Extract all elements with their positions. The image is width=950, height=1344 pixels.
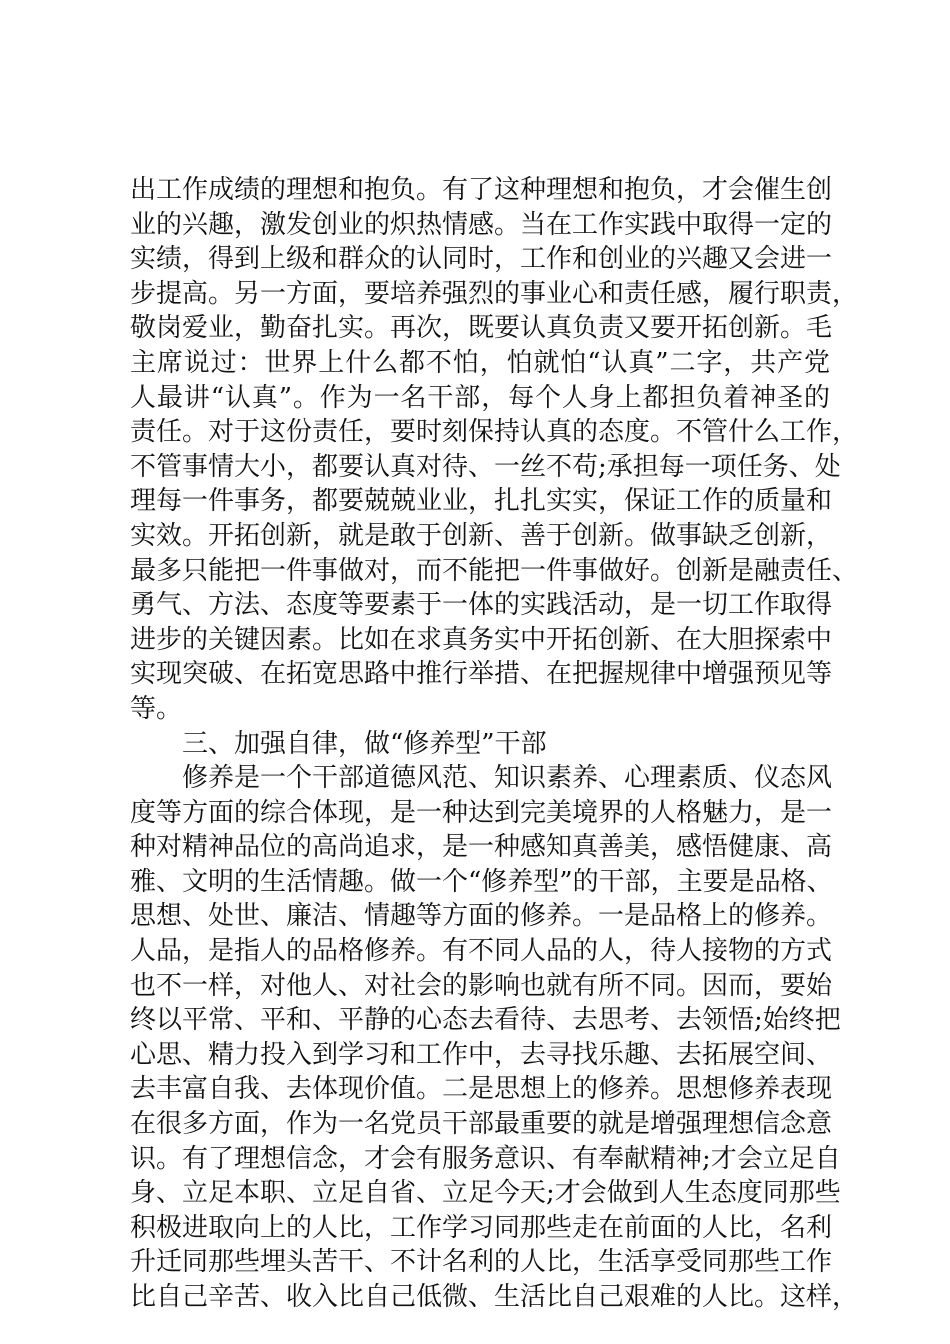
text-line: 实效。开拓创新，就是敢于创新、善于创新。做事缺乏创新， xyxy=(130,520,833,551)
body-text xyxy=(130,173,859,1315)
text-line: 升迁同那些埋头苦干、不计名利的人比，生活享受同那些工作 xyxy=(130,1247,833,1278)
text-line: 度等方面的综合体现，是一种达到完美境界的人格魅力，是一 xyxy=(130,797,833,828)
section-heading: 三、加强自律，做“修养型”干部 xyxy=(182,728,547,759)
text-line: 也不一样，对他人、对社会的影响也就有所不同。因而，要始 xyxy=(130,970,833,1001)
text-line: 修养是一个干部道德风范、知识素养、心理素质、仪态风 xyxy=(182,763,833,794)
text-line: 敬岗爱业，勤奋扎实。再次，既要认真负责又要开拓创新。毛 xyxy=(130,313,833,344)
text-line: 心思、精力投入到学习和工作中，去寻找乐趣、去拓展空间、 xyxy=(130,1039,833,1070)
text-line: 等。 xyxy=(130,693,183,724)
text-line: 种对精神品位的高尚追求，是一种感知真善美，感悟健康、高 xyxy=(130,832,833,863)
text-line: 步提高。另一方面，要培养强烈的事业心和责任感，履行职责， xyxy=(130,278,859,309)
text-line: 去丰富自我、去体现价值。二是思想上的修养。思想修养表现 xyxy=(130,1074,833,1105)
text-line: 在很多方面，作为一名党员干部最重要的就是增强理想信念意 xyxy=(130,1109,833,1140)
text-line: 责任。对于这份责任，要时刻保持认真的态度。不管什么工作， xyxy=(130,417,859,448)
text-line: 业的兴趣，激发创业的炽热情感。当在工作实践中取得一定的 xyxy=(130,209,833,240)
text-line: 进步的关键因素。比如在求真务实中开拓创新、在大胆探索中 xyxy=(130,624,833,655)
text-line: 实现突破、在拓宽思路中推行举措、在把握规律中增强预见等 xyxy=(130,659,833,690)
text-line: 身、立足本职、立足自省、立足今天;才会做到人生态度同那些 xyxy=(130,1178,841,1209)
text-line: 积极进取向上的人比，工作学习同那些走在前面的人比，名利 xyxy=(130,1212,833,1243)
text-line: 比自己辛苦、收入比自己低微、生活比自己艰难的人比。这样， xyxy=(130,1282,859,1312)
text-line: 最多只能把一件事做对，而不能把一件事做好。创新是融责任、 xyxy=(130,555,859,586)
text-line: 勇气、方法、态度等要素于一体的实践活动，是一切工作取得 xyxy=(130,590,833,621)
text-line: 识。有了理想信念，才会有服务意识、有奉献精神;才会立足自 xyxy=(130,1143,841,1174)
text-line: 思想、处世、廉洁、情趣等方面的修养。一是品格上的修养。 xyxy=(130,901,833,932)
text-line: 主席说过：世界上什么都不怕，怕就怕“认真”二字，共产党 xyxy=(130,347,830,378)
text-line: 不管事情大小，都要认真对待、一丝不苟;承担每一项任务、处 xyxy=(130,451,841,482)
text-line: 出工作成绩的理想和抱负。有了这种理想和抱负，才会催生创 xyxy=(130,175,833,205)
text-line: 人最讲“认真”。作为一名干部，每个人身上都担负着神圣的 xyxy=(130,382,830,413)
text-line: 人品，是指人的品格修养。有不同人品的人，待人接物的方式 xyxy=(130,936,833,967)
text-line: 理每一件事务，都要兢兢业业，扎扎实实，保证工作的质量和 xyxy=(130,486,833,517)
text-line: 雅、文明的生活情趣。做一个“修养型”的干部，主要是品格、 xyxy=(130,866,833,897)
text-line: 实绩，得到上级和群众的认同时，工作和创业的兴趣又会进一 xyxy=(130,244,833,275)
text-line: 终以平常、平和、平静的心态去看待、去思考、去领悟;始终把 xyxy=(130,1005,841,1036)
